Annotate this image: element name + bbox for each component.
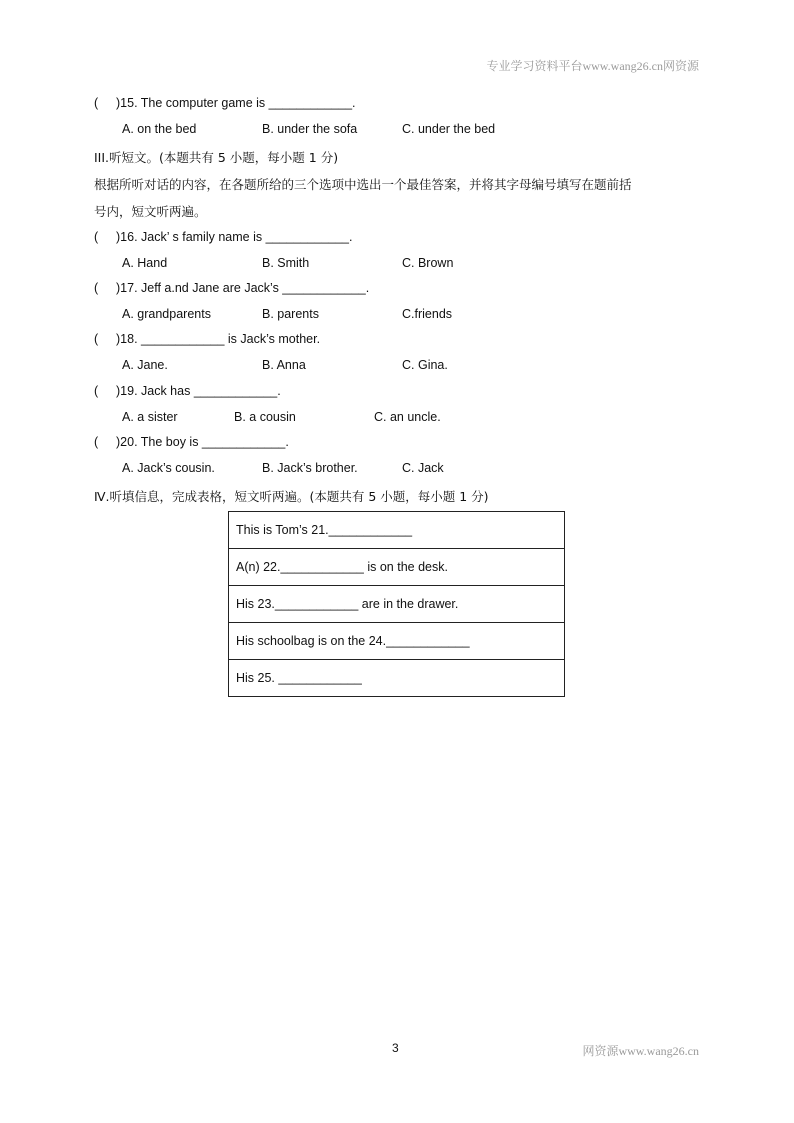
answer-paren: ( [94,230,99,244]
footer-watermark: 网资源www.wang26.cn [582,1044,699,1058]
question-stem: )16. Jack’ s family name is ____________. [116,230,353,244]
answer-paren: ( [94,96,99,110]
question-18 [94,332,320,346]
q16-option-b: B. Smith [262,256,310,270]
q18-option-c: C. Gina. [402,358,448,372]
question-17 [94,281,369,295]
fill-in-table [228,511,565,697]
answer-paren: ( [94,281,99,295]
section-3-title: III.听短文。(本题共有 5 小题，每小题 1 分) [94,150,339,165]
q16-option-c: C. Brown [402,256,454,270]
q15-option-a: A. on the bed [122,122,197,136]
q15-option-b: B. under the sofa [262,122,358,136]
table-row [229,512,565,549]
table-cell: His schoolbag is on the 24.____________ [229,623,565,660]
question-19 [94,384,281,398]
q20-option-b: B. Jack’s brother. [262,461,358,475]
q19-option-b: B. a cousin [234,410,296,424]
q17-option-b: B. parents [262,307,319,321]
table-cell: His 25. ____________ [229,660,565,697]
header-watermark: 专业学习资料平台www.wang26.cn网资源 [486,59,699,73]
question-stem: )17. Jeff a.nd Jane are Jack’s ____________. [116,281,370,295]
question-15 [94,96,356,110]
table-cell: His 23.____________ are in the drawer. [229,586,565,623]
q17-option-a: A. grandparents [122,307,211,321]
question-stem: )15. The computer game is ____________. [116,96,356,110]
q18-option-a: A. Jane. [122,358,168,372]
question-16 [94,230,352,244]
q20-option-a: A. Jack’s cousin. [122,461,215,475]
q20-option-c: C. Jack [402,461,444,475]
table-cell: This is Tom’s 21.____________ [229,512,565,549]
section-3-instruction-line2: 号内，短文听两遍。 [94,204,207,219]
question-stem: )18. ____________ is Jack’s mother. [116,332,321,346]
section-4-title: Ⅳ.听填信息，完成表格，短文听两遍。(本题共有 5 小题，每小题 1 分) [94,489,489,504]
q16-option-a: A. Hand [122,256,168,270]
q17-option-c: C.friends [402,307,453,321]
page-number: 3 [392,1041,399,1055]
section-3-instruction-line1: 根据所听对话的内容，在各题所给的三个选项中选出一个最佳答案，并将其字母编号填写在题前括 [94,177,632,192]
q18-option-b: B. Anna [262,358,306,372]
answer-paren: ( [94,332,99,346]
question-stem: )19. Jack has ____________. [116,384,281,398]
answer-paren: ( [94,384,99,398]
table-cell: A(n) 22.____________ is on the desk. [229,549,565,586]
q19-option-c: C. an uncle. [374,410,441,424]
table-row [229,586,565,623]
q15-option-c: C. under the bed [402,122,496,136]
question-stem: )20. The boy is ____________. [116,435,289,449]
answer-paren: ( [94,435,99,449]
table-row [229,549,565,586]
table-row [229,660,565,697]
q19-option-a: A. a sister [122,410,178,424]
question-20 [94,435,289,449]
table-row [229,623,565,660]
